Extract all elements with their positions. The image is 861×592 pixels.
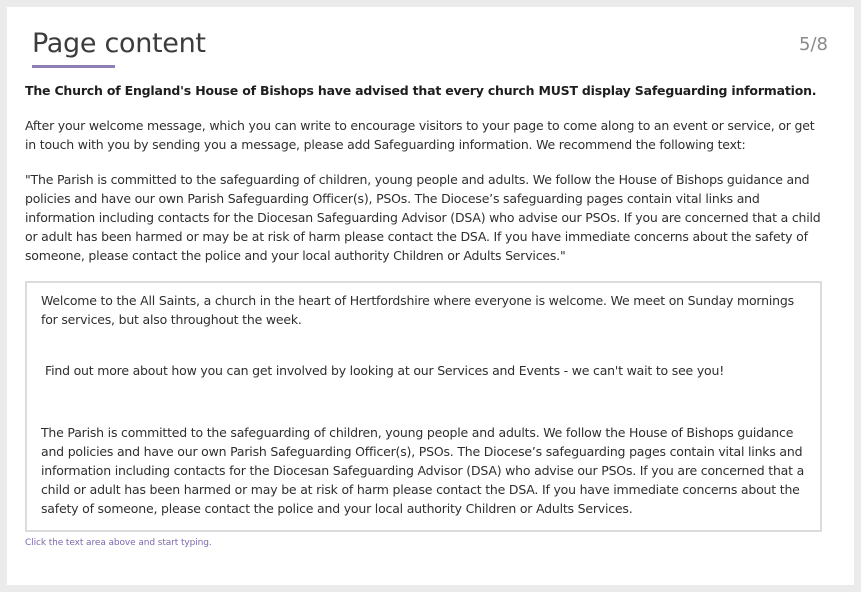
safeguarding-notice: The Church of England's House of Bishops have advised that every church MUST display Safeguarding information. [25, 83, 817, 98]
editor-paragraph-safeguarding: The Parish is committed to the safeguarding of children, young people and adults. We follow the House of Bishops guidance and policies and have our own Parish Safeguarding Officer(s), PSOs. The Diocese’s safeguarding pages contain vital links and information including contacts for the Diocesan Safeguarding Advisor (DSA) who advise our PSOs. If you are concerned that a child or adult has been harmed or may be at risk of harm please contact the DSA. If you have immediate concerns about the safety of someone, please contact the police and your local authority Children or Adults Services. [41, 425, 805, 516]
intro-text: After your welcome message, which you can write to encourage visitors to your page to come along to an event or service, or get in touch with you by sending you a message, please add Safeguarding information. We recommend the following text: [25, 118, 815, 152]
editor-hint: Click the text area above and start typing. [25, 538, 212, 548]
title-underline [32, 65, 115, 68]
page-content-textarea[interactable] [25, 281, 822, 532]
card-header [32, 7, 829, 69]
editor-paragraph-welcome: Welcome to the All Saints, a church in the heart of Hertfordshire where everyone is welcome. We meet on Sunday mornings for services, but also throughout the week. [41, 293, 794, 327]
editor-paragraph-get-involved: Find out more about how you can get involved by looking at our Services and Events - we can't wait to see you! [45, 363, 725, 378]
step-indicator: 5/8 [799, 34, 828, 55]
page-title: Page content [32, 28, 206, 59]
recommended-safeguarding-text: "The Parish is committed to the safeguarding of children, young people and adults. We follow the House of Bishops guidance and policies and have our own Parish Safeguarding Officer(s), PSOs. The Diocese’s safeguarding pages contain vital links and information including contacts for the Diocesan Safeguarding Advisor (DSA) who advise our PSOs. If you are concerned that a child or adult has been harmed or may be at risk of harm please contact the DSA. If you have immediate concerns about the safety of someone, please contact the police and your local authority Children or Adults Services." [25, 172, 821, 263]
